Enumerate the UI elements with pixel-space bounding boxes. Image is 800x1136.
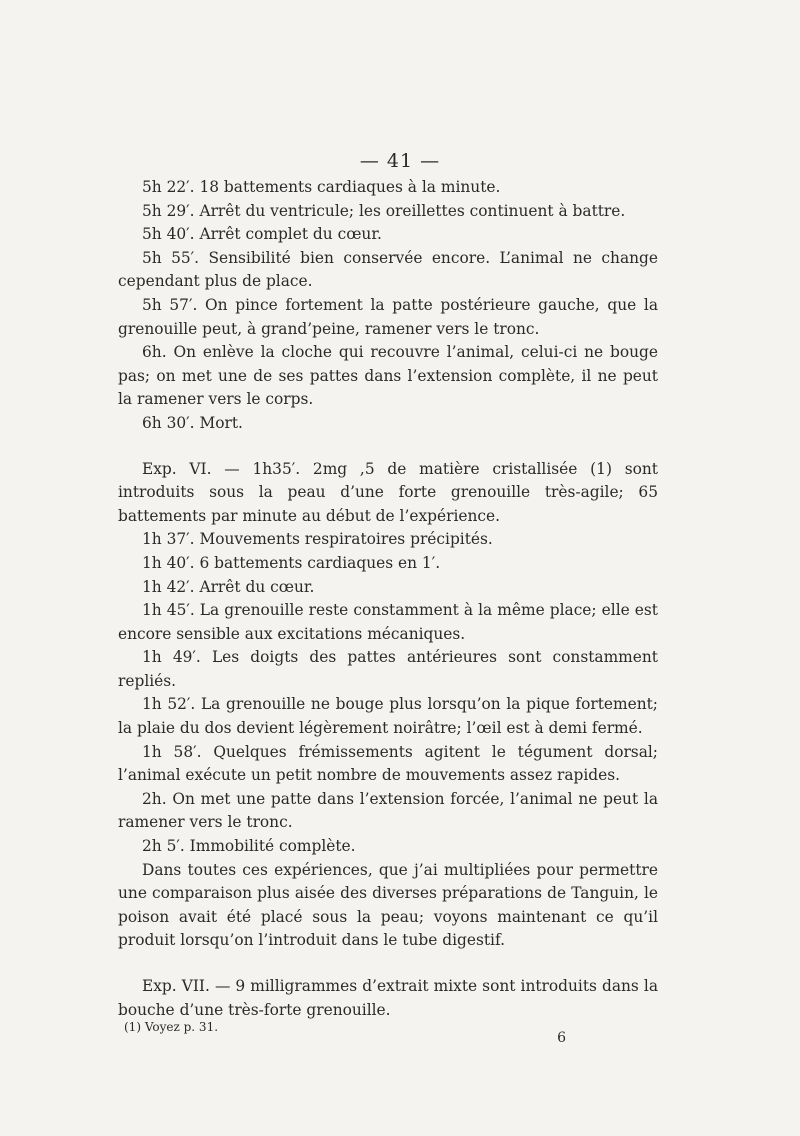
page-number: — 41 — xyxy=(359,150,441,172)
paragraph: 1h 58′. Quelques frémissements agitent le tégument dorsal; l’animal exécute un petit nombre de mouvements assez rapides. xyxy=(118,742,658,785)
paragraph: 5h 57′. On pince fortement la patte postérieure gauche, que la grenouille peut, à grand’peine, ramener vers le tronc. xyxy=(118,295,658,338)
paragraph: 6h 30′. Mort. xyxy=(142,413,243,432)
paragraph: 5h 22′. 18 battements cardiaques à la minute. xyxy=(142,178,501,196)
paragraph: 1h 45′. La grenouille reste constamment à la même place; elle est encore sensible aux excitations mécaniques. xyxy=(118,601,658,643)
paragraph: 1h 52′. La grenouille ne bouge plus lorsqu’on la pique fortement; la plaie du dos devient légèrement noirâtre; l’œil est à demi fermé. xyxy=(118,695,658,738)
paragraph: 2h 5′. Immobilité complète. xyxy=(142,837,356,856)
paragraph-exp-vii: Exp. VII. — 9 milligrammes d’extrait mixte sont introduits dans la bouche d’une très-forte grenouille. xyxy=(118,977,658,1019)
signature-mark: 6 xyxy=(557,1030,566,1046)
paragraph: 1h 40′. 6 battements cardiaques en 1′. xyxy=(142,553,441,572)
footnote: (1) Voyez p. 31. xyxy=(124,1020,219,1034)
paragraph: 5h 29′. Arrêt du ventricule; les oreillettes continuent à battre. xyxy=(142,201,626,220)
paragraph-exp-vi: Exp. VI. — 1h35′. 2mg ,5 de matière cristallisée (1) sont introduits sous la peau d’une forte grenouille très-agile; 65 battements par minute au début de l’expérience. xyxy=(118,459,658,525)
paragraph: Dans toutes ces expériences, que j’ai multipliées pour permettre une comparaison plus aisée des diverses préparations de Tanguin, le poison avait été placé sous la peau; voyons maintenant ce qu’il produit lorsqu’on l’introduit dans le tube digestif. xyxy=(118,860,658,950)
paragraph: 1h 37′. Mouvements respiratoires précipités. xyxy=(142,530,493,549)
paragraph: 2h. On met une patte dans l’extension forcée, l’animal ne peut la ramener vers le tronc. xyxy=(118,789,658,832)
paragraph: 5h 40′. Arrêt complet du cœur. xyxy=(142,225,382,244)
paragraph: 5h 55′. Sensibilité bien conservée encore. L’animal ne change cependant plus de place. xyxy=(118,248,658,291)
paragraph: 1h 42′. Arrêt du cœur. xyxy=(142,577,315,596)
paragraph: 6h. On enlève la cloche qui recouvre l’animal, celui-ci ne bouge pas; on met une de ses pattes dans l’extension complète, il ne peut la ramener vers le corps. xyxy=(118,343,658,409)
paragraph: 1h 49′. Les doigts des pattes antérieures sont constamment repliés. xyxy=(118,648,658,690)
text-body xyxy=(118,176,658,1022)
